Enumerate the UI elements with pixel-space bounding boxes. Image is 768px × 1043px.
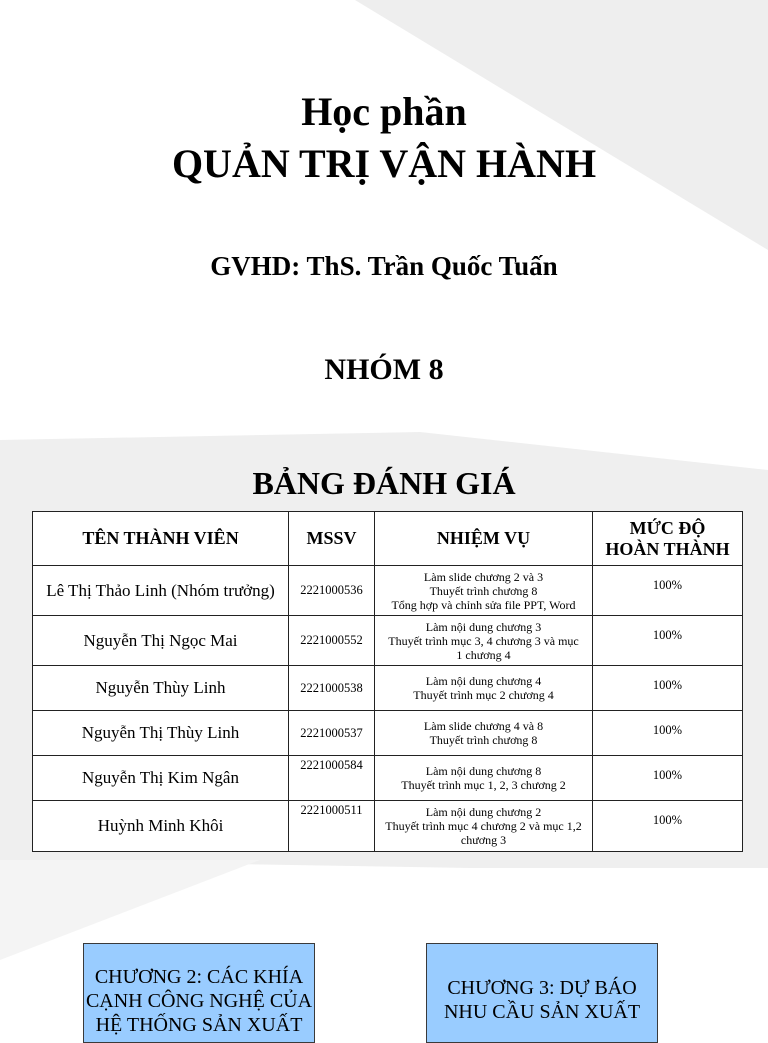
task-line: Thuyết trình chương 8 (429, 733, 538, 747)
chapter-2-line: CHƯƠNG 2: CÁC KHÍA (94, 966, 304, 988)
header-student-id: MSSV (289, 512, 375, 566)
task-line: chương 3 (460, 833, 507, 847)
chapter-3-line: NHU CẦU SẢN XUẤT (443, 1001, 641, 1023)
student-id: 2221000584 (289, 756, 375, 801)
task-cell (375, 616, 593, 666)
table-row (33, 711, 743, 756)
task-line: Làm nội dung chương 3 (425, 619, 542, 634)
course-name: QUẢN TRỊ VẬN HÀNH (171, 141, 597, 186)
member-name: Nguyễn Thị Kim Ngân (33, 756, 289, 801)
completion-value: 100% (593, 756, 743, 801)
chapter-2-box[interactable] (83, 943, 315, 1043)
student-id: 2221000538 (289, 666, 375, 711)
task-line: Làm nội dung chương 4 (425, 674, 542, 688)
student-id: 2221000537 (289, 711, 375, 756)
task-line: Làm nội dung chương 8 (425, 764, 542, 778)
header-task: NHIỆM VỤ (375, 512, 593, 566)
chapter-3-line: CHƯƠNG 3: DỰ BÁO (447, 977, 637, 999)
task-line: Thuyết trình mục 3, 4 chương 3 và mục (388, 633, 579, 648)
task-line: Làm nội dung chương 2 (425, 805, 542, 819)
completion-value: 100% (593, 801, 743, 852)
completion-value: 100% (593, 666, 743, 711)
completion-value: 100% (593, 711, 743, 756)
student-id: 2221000552 (289, 616, 375, 666)
table-row (33, 666, 743, 711)
task-cell (375, 756, 593, 801)
task-cell (375, 711, 593, 756)
task-line: Thuyết trình mục 1, 2, 3 chương 2 (401, 778, 566, 792)
header-member-name: TÊN THÀNH VIÊN (33, 512, 289, 566)
table-row (33, 756, 743, 801)
completion-value: 100% (593, 616, 743, 666)
header-completion (593, 512, 743, 566)
evaluation-table (32, 511, 743, 852)
task-line: Làm slide chương 2 và 3 (423, 569, 544, 584)
completion-value: 100% (593, 566, 743, 616)
student-id: 2221000536 (289, 566, 375, 616)
task-cell (375, 801, 593, 852)
member-name: Nguyễn Thị Thùy Linh (33, 711, 289, 756)
table-header-row (33, 512, 743, 566)
table-row (33, 801, 743, 852)
task-line: Làm slide chương 4 và 8 (423, 719, 544, 733)
chapter-2-line: CẠNH CÔNG NGHỆ CỦA (85, 990, 313, 1012)
task-cell (375, 566, 593, 616)
chapter-3-box[interactable] (426, 943, 658, 1043)
course-label: Học phần (301, 89, 467, 134)
member-name: Lê Thị Thảo Linh (Nhóm trưởng) (33, 566, 289, 616)
evaluation-table-title: BẢNG ĐÁNH GIÁ (252, 465, 516, 501)
header-completion-line1: MỨC ĐỘ (629, 517, 706, 538)
group-name: NHÓM 8 (324, 353, 444, 386)
task-cell (375, 666, 593, 711)
table-row (33, 566, 743, 616)
instructor-line: GVHD: ThS. Trần Quốc Tuấn (210, 251, 558, 281)
task-line: Thuyết trình chương 8 (429, 583, 538, 598)
chapter-2-line: HỆ THỐNG SẢN XUẤT (95, 1014, 303, 1036)
table-row (33, 616, 743, 666)
task-line: Tổng hợp và chỉnh sửa file PPT, Word (391, 597, 576, 612)
task-line: Thuyết trình mục 2 chương 4 (413, 688, 554, 702)
member-name: Huỳnh Minh Khôi (33, 801, 289, 852)
member-name: Nguyễn Thùy Linh (33, 666, 289, 711)
task-line: 1 chương 4 (456, 647, 511, 662)
header-completion-line2: HOÀN THÀNH (605, 538, 730, 559)
task-line: Thuyết trình mục 4 chương 2 và mục 1,2 (385, 819, 582, 833)
member-name: Nguyễn Thị Ngọc Mai (33, 616, 289, 666)
student-id: 2221000511 (289, 801, 375, 852)
